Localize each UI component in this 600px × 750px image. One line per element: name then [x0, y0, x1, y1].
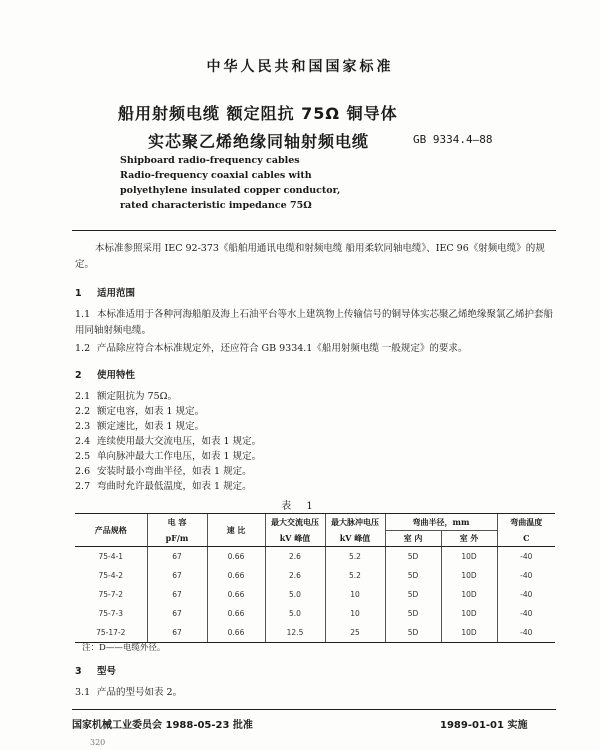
table-row [75, 585, 555, 604]
table-cell: 75-7-3 [98, 609, 123, 618]
clause-2-7 [75, 479, 557, 495]
table-cell: -40 [497, 547, 555, 567]
table-cell: 5.2 [325, 547, 385, 567]
clause-number: 2.4 [75, 436, 91, 447]
table-cell: 5.0 [265, 585, 325, 604]
table-cell: -40 [497, 623, 555, 643]
clause-text: 弯曲时允许最低温度，如表 1 规定。 [97, 481, 252, 492]
header-max-pulse-unit: kV 峰值 [325, 531, 385, 547]
document-title-line2: 实芯聚乙烯绝缘同轴射频电缆 [148, 132, 370, 151]
clause-number: 2.1 [75, 391, 91, 402]
table-cell: 10D [441, 604, 497, 623]
table-caption: 表 1 [281, 501, 319, 512]
clause-2-2 [75, 404, 557, 420]
approval-info: 国家机械工业委员会 1988-05-23 批准 [72, 720, 253, 731]
table-row [75, 547, 555, 567]
header-capacitance-unit: pF/m [147, 531, 207, 547]
english-title-line: Radio-frequency coaxial cables with [120, 170, 312, 181]
header-bend-radius: 弯曲半径，mm [385, 514, 497, 531]
clause-number: 2.3 [75, 421, 91, 432]
table-cell: 0.66 [207, 585, 265, 604]
table-cell: 75-4-2 [98, 571, 123, 580]
section-number: 3 [75, 666, 82, 677]
clause-2-3 [75, 419, 557, 435]
table-cell: 10D [441, 623, 497, 643]
clause-text: 连续使用最大交流电压，如表 1 规定。 [97, 436, 262, 447]
table-cell: 12.5 [265, 623, 325, 643]
table-cell: 10D [441, 566, 497, 585]
table-cell: 25 [325, 623, 385, 643]
header-bend-indoor: 室 内 [385, 531, 441, 547]
section-title: 使用特性 [97, 370, 136, 381]
clause-text: 额定电容，如表 1 规定。 [97, 406, 205, 417]
table-cell: 10D [441, 547, 497, 567]
standard-code: GB 9334.4—88 [413, 133, 493, 146]
table-cell: 0.66 [207, 547, 265, 567]
table-cell: -40 [497, 566, 555, 585]
table-cell: 0.66 [207, 623, 265, 643]
section-2-heading [75, 367, 135, 381]
table-cell: -40 [497, 585, 555, 604]
clause-3-1 [75, 685, 557, 701]
section-1-heading [75, 285, 135, 299]
intro-paragraph: 本标准参照采用 IEC 92-373《船舶用通讯电缆和射频电缆 船用柔软同轴电缆》、IEC 96《射频电缆》的规定。 [75, 243, 545, 270]
header-max-ac: 最大交流电压 [265, 514, 325, 531]
clause-1-2 [75, 341, 557, 357]
clause-number: 2.2 [75, 406, 91, 417]
header-bend-temp-unit: C [497, 531, 555, 547]
english-title-line: rated characteristic impedance 75Ω [120, 200, 312, 211]
clause-text: 本标准适用于各种河海船舶及海上石油平台等水上建筑物上传输信号的铜导体实芯聚乙烯绝缘聚氯乙烯护套船用同轴射频电缆。 [75, 309, 554, 336]
clause-text: 安装时最小弯曲半径，如表 1 规定。 [97, 466, 252, 477]
clause-number: 2.7 [75, 481, 91, 492]
clause-number: 1.2 [75, 343, 91, 354]
table-row [75, 623, 555, 643]
table-row [75, 566, 555, 585]
clause-number: 2.5 [75, 451, 91, 462]
table-cell: 2.6 [265, 547, 325, 567]
cable-parameters-table [75, 513, 555, 643]
english-title-line: Shipboard radio-frequency cables [120, 155, 300, 166]
clause-number: 1.1 [75, 309, 91, 320]
clause-2-5 [75, 449, 557, 465]
document-title-line1: 船用射频电缆 额定阻抗 75Ω 铜导体 [118, 104, 398, 123]
table-cell: 10D [441, 585, 497, 604]
table-cell: 75-4-1 [98, 552, 123, 561]
clause-text: 额定速比，如表 1 规定。 [97, 421, 205, 432]
header-max-ac-unit: kV 峰值 [265, 531, 325, 547]
header-model: 产品规格 [75, 514, 147, 547]
table-cell: 5D [385, 566, 441, 585]
header-bend-temp: 弯曲温度 [497, 514, 555, 531]
section-number: 1 [75, 288, 82, 299]
footer-divider [72, 709, 556, 710]
table-cell: 2.6 [265, 566, 325, 585]
section-3-heading [75, 663, 116, 677]
table-note: 注：D——电缆外径。 [82, 643, 166, 653]
section-title: 型号 [97, 666, 117, 677]
header-bend-outdoor: 室 外 [441, 531, 497, 547]
clause-text: 单向脉冲最大工作电压，如表 1 规定。 [97, 451, 262, 462]
national-standard-heading: 中华人民共和国国家标准 [206, 59, 394, 75]
table-cell: 75-17-2 [75, 623, 147, 643]
page-number: 320 [90, 738, 106, 747]
table-cell: 5D [385, 585, 441, 604]
clause-1-1 [75, 307, 557, 339]
header-capacitance: 电 容 [147, 514, 207, 531]
clause-text: 产品的型号如表 2。 [97, 687, 183, 698]
english-title-line: polyethylene insulated copper conductor, [120, 185, 341, 196]
clause-text: 额定阻抗为 75Ω。 [97, 391, 177, 402]
table-cell: 5D [385, 623, 441, 643]
clause-text: 产品除应符合本标准规定外，还应符合 GB 9334.1《船用射频电缆 一般规定》的要求。 [97, 343, 468, 354]
table-cell: 10 [325, 585, 385, 604]
table-cell: 0.66 [207, 566, 265, 585]
table-cell: 5D [385, 604, 441, 623]
table-cell: 67 [147, 585, 207, 604]
table-cell: 5D [385, 547, 441, 567]
table-cell: 67 [147, 604, 207, 623]
clause-number: 3.1 [75, 687, 91, 698]
table-cell: -40 [497, 604, 555, 623]
table-cell: 67 [147, 547, 207, 567]
section-number: 2 [75, 370, 82, 381]
clause-2-1 [75, 389, 557, 405]
table-cell: 67 [147, 623, 207, 643]
clause-2-6 [75, 464, 557, 480]
table-cell: 75-7-2 [98, 590, 123, 599]
table-cell: 5.2 [325, 566, 385, 585]
table-cell: 5.0 [265, 604, 325, 623]
implementation-date: 1989-01-01 实施 [440, 720, 528, 731]
table-cell: 0.66 [207, 604, 265, 623]
clause-number: 2.6 [75, 466, 91, 477]
clause-2-4 [75, 434, 557, 450]
section-title: 适用范围 [97, 288, 136, 299]
header-max-pulse: 最大脉冲电压 [325, 514, 385, 531]
table-row [75, 604, 555, 623]
table-cell: 10 [325, 604, 385, 623]
header-velocity: 速 比 [207, 514, 265, 547]
table-cell: 67 [147, 566, 207, 585]
header-divider [72, 230, 556, 231]
